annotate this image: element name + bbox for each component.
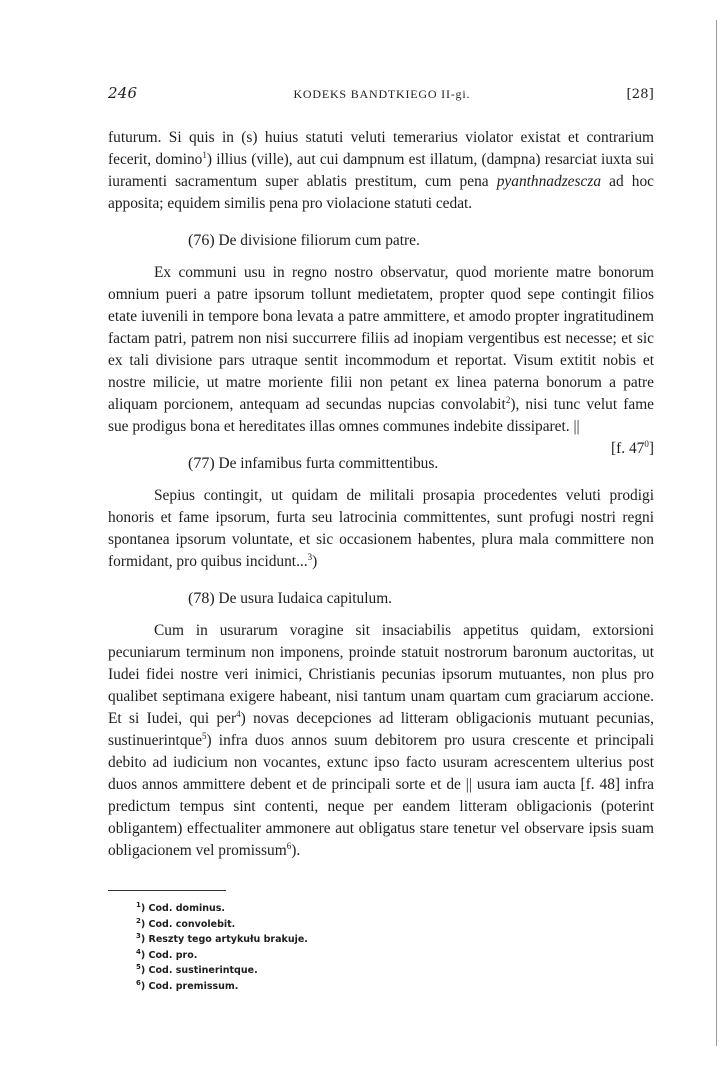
footnote-ref: 5 [202, 731, 207, 741]
footnote: $^6$) Cod. premissum. [136, 978, 239, 992]
footnote: $^3$) Reszty tego artykułu brakuje. [136, 932, 308, 945]
article-76-heading: (76) De divisione filiorum cum patre. [188, 232, 420, 249]
running-header [108, 84, 654, 102]
footnote: $^1$) Cod. dominus. [136, 901, 226, 914]
footnote-ref: 4 [236, 709, 241, 719]
running-title: KODEKS BANDTKIEGO II-gi. [293, 87, 471, 101]
footnote-rule [108, 890, 226, 891]
footnote-ref: 6 [286, 841, 292, 851]
article-78-heading: (78) De usura Iudaica capitulum. [188, 590, 393, 607]
intro-paragraph: futurum. Si quis in (s) huius statuti veluti temerarius violator existat et contrarium fecerit, domino$^1$) illius (ville), aut cui dampnum est illatum, (dampna) resarciat iuxta sui iuramenti sacramentum super ablatis prestitum, cum pena pyanthnadzescza ad hoc apposita; equidem similis pena pro violacione statuti cedat. [108, 129, 654, 212]
article-78-text: Cum in usurarum voragine sit insaciabilis appetitus quidam, extorsioni pecuniarum terminum non imponens, proinde statuit nostrorum baronum auctoritas, ut Iudei fidei nostre veri inimici, Christianis pecunias ipsorum mutuantes, non plus pro qualibet septimana exigere habeant, nisi tantum unam quartam cum graciarum accione. Et si Iudei, qui per$^4$) novas decepciones ad litteram obligacionis mutuant pecunias, sustinuerintque$^5$) infra duos annos suum debitorem pro usura crescente et principali debito ad iudicium non vocantes, extunc ipso facto usuram acrescentem ulterius post duos annos ammittere debent et de principali sorte et de || usura iam aucta [f. 48] infra predictum tempus sint contenti, neque per eandem litteram obligacionis (poterint obligantem) effectualiter ammonere aut obligatus stare tenetur vel observare ipsis suam obligacionem vel promissum$^6$). [108, 622, 655, 859]
footnote: $^4$) Cod. pro. [136, 947, 198, 961]
footnote: $^2$) Cod. convolebit. [136, 916, 236, 930]
page-number: 246 [108, 84, 138, 102]
page-edge-line [716, 20, 717, 1046]
article-77-text: Sepius contingit, ut quidam de militali prosapia procedentes veluti prodigi honoris et fame ipsorum, furta seu latrocinia committentes, sunt profugi nostri regni spontanea ipsorum voluntate, et sic occasionem habentes, plura mala committere non formidant, pro quibus incidunt...$^3$) [108, 487, 654, 570]
footnote: $^5$) Cod. sustinerintque. [136, 963, 258, 976]
article-76-text: Ex communi usu in regno nostro observatur, quod moriente matre bonorum omnium pueri a patre ipsorum tollunt medietatem, propter quod sepe contingit filios etate iuvenili in tempore bona levata a patre ammittere, et amodo propter ingratitudinem factam patri, patrem non nisi succurrere filiis ad inopiam vergentibus est necesse; et sic ex tali divisione pars utraque sentit incommodum et reportat. Visum extitit nobis et nostre milicie, ut matre moriente filii non petant ex linea paterna bonorum a patre aliquam porcionem, antequam ad secundas nupcias convolabit$^2$), nisi tunc velut fame sue prodigus bona et hereditates illas omnes communes indebite dissiparet. || [f. $47^0$] [108, 262, 654, 438]
italic-term: pyanthnadzescza [496, 173, 602, 190]
footnotes [136, 901, 654, 994]
footnote-ref: 2 [505, 395, 511, 405]
footnote-ref: 3 [307, 552, 313, 562]
article-77-heading: (77) De infamibus furta committentibus. [188, 455, 439, 472]
section-number: [28] [626, 87, 654, 102]
footnote-ref: 1 [202, 150, 207, 160]
folio-marker: [f. $47^0$] [611, 439, 654, 457]
book-page [108, 84, 654, 994]
